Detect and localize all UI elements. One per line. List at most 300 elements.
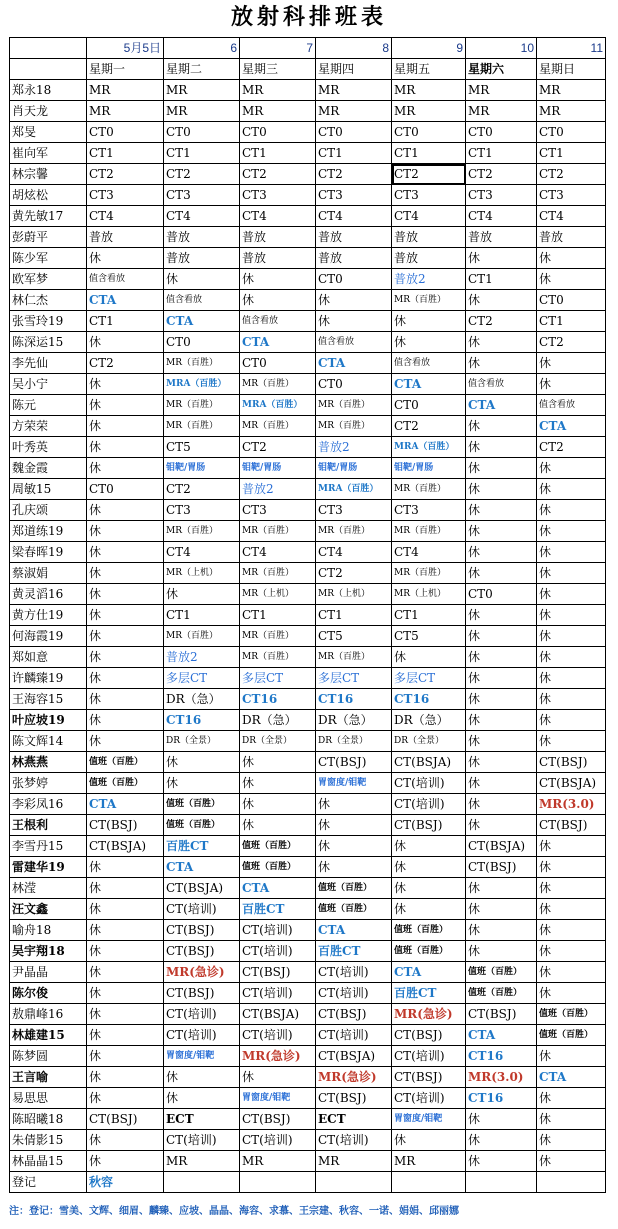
shift-cell[interactable]: CT3 bbox=[164, 185, 240, 206]
staff-name-cell[interactable]: 陈少军 bbox=[10, 248, 87, 269]
shift-cell[interactable]: 胃窗度/钼靶 bbox=[392, 1109, 466, 1130]
shift-cell[interactable]: MR（上机） bbox=[392, 584, 466, 605]
shift-cell[interactable]: CT2 bbox=[240, 164, 316, 185]
staff-name-cell[interactable]: 李雪丹15 bbox=[10, 836, 87, 857]
shift-cell[interactable]: 休 bbox=[87, 332, 164, 353]
staff-name-cell[interactable]: 叶秀英 bbox=[10, 437, 87, 458]
shift-cell[interactable]: CT2 bbox=[537, 437, 606, 458]
shift-cell[interactable]: 休 bbox=[466, 353, 537, 374]
shift-cell[interactable]: 休 bbox=[164, 269, 240, 290]
shift-cell[interactable]: MRA（百胜） bbox=[392, 437, 466, 458]
shift-cell[interactable]: 休 bbox=[537, 1130, 606, 1151]
shift-cell[interactable]: 休 bbox=[466, 521, 537, 542]
shift-cell[interactable]: CT1 bbox=[537, 311, 606, 332]
shift-cell[interactable]: 休 bbox=[466, 815, 537, 836]
shift-cell[interactable]: CT0 bbox=[466, 584, 537, 605]
shift-cell[interactable]: CT(培训) bbox=[392, 1046, 466, 1067]
shift-cell[interactable]: 值含看放 bbox=[87, 269, 164, 290]
shift-cell[interactable]: CT2 bbox=[87, 164, 164, 185]
shift-cell[interactable]: 休 bbox=[164, 1067, 240, 1088]
shift-cell[interactable]: 休 bbox=[537, 857, 606, 878]
shift-cell[interactable]: CT(BSJ) bbox=[240, 962, 316, 983]
staff-name-cell[interactable]: 陈文辉14 bbox=[10, 731, 87, 752]
shift-cell[interactable]: CT2 bbox=[392, 164, 466, 185]
shift-cell[interactable]: 休 bbox=[466, 332, 537, 353]
shift-cell[interactable]: CT(BSJ) bbox=[537, 752, 606, 773]
shift-cell[interactable]: MR bbox=[164, 80, 240, 101]
staff-name-cell[interactable]: 陈元 bbox=[10, 395, 87, 416]
shift-cell[interactable]: MR bbox=[316, 1151, 392, 1172]
shift-cell[interactable]: 休 bbox=[466, 878, 537, 899]
shift-cell[interactable]: MR bbox=[87, 80, 164, 101]
staff-name-cell[interactable]: 郑旻 bbox=[10, 122, 87, 143]
corner-cell[interactable] bbox=[10, 38, 87, 59]
shift-cell[interactable]: CTA bbox=[392, 374, 466, 395]
shift-cell[interactable]: CT(BSJA) bbox=[164, 878, 240, 899]
shift-cell[interactable]: MRA（百胜） bbox=[316, 479, 392, 500]
staff-name-cell[interactable]: 雷建华19 bbox=[10, 857, 87, 878]
staff-name-cell[interactable]: 易思思 bbox=[10, 1088, 87, 1109]
shift-cell[interactable]: 值班（百胜） bbox=[466, 962, 537, 983]
shift-cell[interactable]: 值班（百胜） bbox=[466, 983, 537, 1004]
shift-cell[interactable]: 休 bbox=[537, 962, 606, 983]
staff-name-cell[interactable]: 魏金霞 bbox=[10, 458, 87, 479]
shift-cell[interactable]: CT(BSJA) bbox=[316, 1046, 392, 1067]
staff-name-cell[interactable]: 崔向军 bbox=[10, 143, 87, 164]
shift-cell[interactable]: CT1 bbox=[392, 143, 466, 164]
shift-cell[interactable]: 休 bbox=[87, 374, 164, 395]
shift-cell[interactable]: 休 bbox=[466, 752, 537, 773]
shift-cell[interactable]: MR bbox=[87, 101, 164, 122]
staff-name-cell[interactable]: 林雄建15 bbox=[10, 1025, 87, 1046]
shift-cell[interactable]: 休 bbox=[537, 626, 606, 647]
shift-cell[interactable]: MRA（百胜） bbox=[240, 395, 316, 416]
shift-cell[interactable]: 休 bbox=[466, 479, 537, 500]
shift-cell[interactable]: CT(BSJA) bbox=[466, 836, 537, 857]
shift-cell[interactable]: CT5 bbox=[316, 626, 392, 647]
shift-cell[interactable]: 休 bbox=[164, 584, 240, 605]
shift-cell[interactable]: CT0 bbox=[316, 122, 392, 143]
shift-cell[interactable]: CT16 bbox=[392, 689, 466, 710]
shift-cell[interactable]: CTA bbox=[537, 1067, 606, 1088]
shift-cell[interactable]: 休 bbox=[466, 773, 537, 794]
shift-cell[interactable]: CT0 bbox=[392, 395, 466, 416]
shift-cell[interactable] bbox=[240, 1172, 316, 1193]
shift-cell[interactable]: CTA bbox=[87, 794, 164, 815]
shift-cell[interactable]: MR（百胜） bbox=[240, 416, 316, 437]
shift-cell[interactable]: 休 bbox=[316, 836, 392, 857]
shift-cell[interactable]: MR bbox=[537, 80, 606, 101]
staff-name-cell[interactable]: 孔庆颂 bbox=[10, 500, 87, 521]
shift-cell[interactable]: CT4 bbox=[240, 542, 316, 563]
shift-cell[interactable]: MRA（百胜） bbox=[164, 374, 240, 395]
shift-cell[interactable]: 休 bbox=[537, 710, 606, 731]
shift-cell[interactable]: 休 bbox=[537, 878, 606, 899]
shift-cell[interactable]: 休 bbox=[87, 395, 164, 416]
shift-cell[interactable]: 值含看放 bbox=[537, 395, 606, 416]
shift-cell[interactable]: 值含看放 bbox=[164, 290, 240, 311]
shift-cell[interactable]: CT(培训) bbox=[316, 962, 392, 983]
shift-cell[interactable]: CT1 bbox=[392, 605, 466, 626]
shift-cell[interactable]: CT3 bbox=[466, 185, 537, 206]
shift-cell[interactable]: MR（上机） bbox=[240, 584, 316, 605]
shift-cell[interactable]: 休 bbox=[87, 941, 164, 962]
shift-cell[interactable]: CT(培训) bbox=[240, 920, 316, 941]
shift-cell[interactable]: CT3 bbox=[316, 500, 392, 521]
shift-cell[interactable]: 休 bbox=[537, 563, 606, 584]
shift-cell[interactable]: 百胜CT bbox=[164, 836, 240, 857]
shift-cell[interactable]: MR（百胜） bbox=[164, 353, 240, 374]
weekday-header[interactable]: 星期六 bbox=[466, 59, 537, 80]
date-header[interactable]: 5月5日 bbox=[87, 38, 164, 59]
shift-cell[interactable]: 普放 bbox=[537, 227, 606, 248]
shift-cell[interactable]: 休 bbox=[537, 1151, 606, 1172]
shift-cell[interactable]: CTA bbox=[240, 332, 316, 353]
staff-name-cell[interactable]: 何海霞19 bbox=[10, 626, 87, 647]
shift-cell[interactable]: DR（全景） bbox=[240, 731, 316, 752]
shift-cell[interactable]: 值班（百胜） bbox=[87, 752, 164, 773]
shift-cell[interactable]: 值含看放 bbox=[466, 374, 537, 395]
shift-cell[interactable]: 休 bbox=[164, 1088, 240, 1109]
shift-cell[interactable]: CT(培训) bbox=[240, 1025, 316, 1046]
shift-cell[interactable]: 休 bbox=[87, 563, 164, 584]
staff-name-cell[interactable]: 黄方仕19 bbox=[10, 605, 87, 626]
shift-cell[interactable]: CT(BSJ) bbox=[164, 941, 240, 962]
shift-cell[interactable]: 休 bbox=[466, 941, 537, 962]
shift-cell[interactable]: CTA bbox=[87, 290, 164, 311]
shift-cell[interactable]: CT(BSJ) bbox=[392, 1067, 466, 1088]
shift-cell[interactable]: 值班（百胜） bbox=[164, 815, 240, 836]
shift-cell[interactable]: CT(BSJA) bbox=[87, 836, 164, 857]
shift-cell[interactable]: 值班（百胜） bbox=[392, 920, 466, 941]
shift-cell[interactable]: 胃窗度/钼靶 bbox=[240, 1088, 316, 1109]
shift-cell[interactable]: CT3 bbox=[164, 500, 240, 521]
shift-cell[interactable]: MR（百胜） bbox=[164, 395, 240, 416]
shift-cell[interactable]: MR bbox=[466, 101, 537, 122]
shift-cell[interactable]: MR（上机） bbox=[164, 563, 240, 584]
shift-cell[interactable]: 休 bbox=[466, 500, 537, 521]
shift-cell[interactable]: MR(急诊) bbox=[316, 1067, 392, 1088]
weekday-header[interactable]: 星期五 bbox=[392, 59, 466, 80]
shift-cell[interactable]: CTA bbox=[164, 857, 240, 878]
shift-cell[interactable]: 休 bbox=[466, 437, 537, 458]
shift-cell[interactable]: 休 bbox=[87, 857, 164, 878]
shift-cell[interactable]: 秋容 bbox=[87, 1172, 164, 1193]
shift-cell[interactable]: 休 bbox=[466, 626, 537, 647]
shift-cell[interactable]: 休 bbox=[537, 647, 606, 668]
shift-cell[interactable]: MR（百胜） bbox=[392, 479, 466, 500]
shift-cell[interactable]: 普放 bbox=[316, 248, 392, 269]
shift-cell[interactable]: 休 bbox=[87, 962, 164, 983]
shift-cell[interactable]: 休 bbox=[87, 1025, 164, 1046]
shift-cell[interactable]: CT(培训) bbox=[392, 794, 466, 815]
shift-cell[interactable]: CT(培训) bbox=[316, 983, 392, 1004]
shift-cell[interactable]: CT1 bbox=[87, 143, 164, 164]
shift-cell[interactable]: CT(BSJ) bbox=[316, 1088, 392, 1109]
shift-cell[interactable]: 值班（百胜） bbox=[537, 1025, 606, 1046]
shift-cell[interactable]: MR（百胜） bbox=[316, 416, 392, 437]
shift-cell[interactable]: CT1 bbox=[240, 143, 316, 164]
shift-cell[interactable]: CT4 bbox=[392, 206, 466, 227]
shift-cell[interactable]: MR bbox=[316, 101, 392, 122]
shift-cell[interactable]: CTA bbox=[240, 878, 316, 899]
shift-cell[interactable]: CT2 bbox=[240, 437, 316, 458]
shift-cell[interactable]: 休 bbox=[537, 353, 606, 374]
weekday-header[interactable]: 星期三 bbox=[240, 59, 316, 80]
shift-cell[interactable]: 休 bbox=[466, 1109, 537, 1130]
shift-cell[interactable]: 休 bbox=[466, 290, 537, 311]
date-header[interactable]: 9 bbox=[392, 38, 466, 59]
shift-cell[interactable]: MR(急诊) bbox=[392, 1004, 466, 1025]
shift-cell[interactable]: CT4 bbox=[164, 542, 240, 563]
shift-cell[interactable]: MR（百胜） bbox=[316, 395, 392, 416]
shift-cell[interactable]: CT2 bbox=[537, 164, 606, 185]
shift-cell[interactable]: MR（百胜） bbox=[240, 563, 316, 584]
shift-cell[interactable]: CT0 bbox=[240, 353, 316, 374]
shift-cell[interactable]: MR(3.0) bbox=[466, 1067, 537, 1088]
shift-cell[interactable]: 休 bbox=[87, 542, 164, 563]
shift-cell[interactable]: MR bbox=[466, 80, 537, 101]
shift-cell[interactable] bbox=[466, 1172, 537, 1193]
staff-name-cell[interactable]: 梁春晖19 bbox=[10, 542, 87, 563]
staff-name-cell[interactable]: 敖鼎峰16 bbox=[10, 1004, 87, 1025]
staff-name-cell[interactable]: 喻舟18 bbox=[10, 920, 87, 941]
shift-cell[interactable]: 休 bbox=[316, 857, 392, 878]
shift-cell[interactable]: CT(培训) bbox=[164, 1004, 240, 1025]
shift-cell[interactable]: 休 bbox=[316, 815, 392, 836]
shift-cell[interactable]: CT2 bbox=[466, 311, 537, 332]
shift-cell[interactable]: 钼靶/胃肠 bbox=[164, 458, 240, 479]
shift-cell[interactable]: CT4 bbox=[316, 206, 392, 227]
shift-cell[interactable]: 休 bbox=[466, 1151, 537, 1172]
shift-cell[interactable]: 休 bbox=[87, 668, 164, 689]
shift-cell[interactable]: 值班（百胜） bbox=[164, 794, 240, 815]
shift-cell[interactable]: 普放 bbox=[392, 227, 466, 248]
shift-cell[interactable]: CT(BSJ) bbox=[316, 1004, 392, 1025]
shift-cell[interactable]: 值班（百胜） bbox=[537, 1004, 606, 1025]
staff-name-cell[interactable]: 林燕燕 bbox=[10, 752, 87, 773]
shift-cell[interactable]: 休 bbox=[537, 542, 606, 563]
shift-cell[interactable]: CT(BSJ) bbox=[164, 983, 240, 1004]
shift-cell[interactable]: DR（急） bbox=[240, 710, 316, 731]
staff-name-cell[interactable]: 肖天龙 bbox=[10, 101, 87, 122]
shift-cell[interactable]: CT2 bbox=[316, 563, 392, 584]
shift-cell[interactable]: 休 bbox=[537, 458, 606, 479]
shift-cell[interactable]: 钼靶/胃肠 bbox=[392, 458, 466, 479]
staff-name-cell[interactable]: 黄先敏17 bbox=[10, 206, 87, 227]
shift-cell[interactable] bbox=[392, 1172, 466, 1193]
shift-cell[interactable]: CT0 bbox=[164, 122, 240, 143]
shift-cell[interactable]: MR bbox=[240, 1151, 316, 1172]
shift-cell[interactable]: 休 bbox=[87, 731, 164, 752]
shift-cell[interactable]: 休 bbox=[392, 878, 466, 899]
staff-name-cell[interactable]: 陈深运15 bbox=[10, 332, 87, 353]
shift-cell[interactable]: CT0 bbox=[316, 269, 392, 290]
shift-cell[interactable]: 休 bbox=[240, 269, 316, 290]
shift-cell[interactable] bbox=[537, 1172, 606, 1193]
shift-cell[interactable]: DR（全景） bbox=[164, 731, 240, 752]
staff-name-cell[interactable]: 林晶晶15 bbox=[10, 1151, 87, 1172]
shift-cell[interactable]: CT2 bbox=[466, 164, 537, 185]
shift-cell[interactable]: CT3 bbox=[392, 185, 466, 206]
shift-cell[interactable]: 休 bbox=[537, 899, 606, 920]
shift-cell[interactable]: CT(BSJ) bbox=[466, 857, 537, 878]
shift-cell[interactable]: CTA bbox=[537, 416, 606, 437]
shift-cell[interactable]: 百胜CT bbox=[316, 941, 392, 962]
staff-name-cell[interactable]: 林滢 bbox=[10, 878, 87, 899]
shift-cell[interactable]: CT4 bbox=[316, 542, 392, 563]
shift-cell[interactable]: 值班（百胜） bbox=[87, 773, 164, 794]
staff-name-cell[interactable]: 朱倩影15 bbox=[10, 1130, 87, 1151]
shift-cell[interactable]: 休 bbox=[537, 1088, 606, 1109]
shift-cell[interactable]: 休 bbox=[240, 815, 316, 836]
shift-cell[interactable]: CT1 bbox=[466, 269, 537, 290]
shift-cell[interactable]: CT4 bbox=[240, 206, 316, 227]
shift-cell[interactable]: MR（百胜） bbox=[164, 416, 240, 437]
shift-cell[interactable]: ECT bbox=[316, 1109, 392, 1130]
shift-cell[interactable]: 休 bbox=[87, 647, 164, 668]
shift-cell[interactable]: 休 bbox=[164, 752, 240, 773]
shift-cell[interactable]: CT(BSJ) bbox=[87, 1109, 164, 1130]
shift-cell[interactable]: MR（上机） bbox=[316, 584, 392, 605]
shift-cell[interactable]: CT(BSJA) bbox=[537, 773, 606, 794]
shift-cell[interactable] bbox=[316, 1172, 392, 1193]
shift-cell[interactable]: MR（百胜） bbox=[164, 521, 240, 542]
shift-cell[interactable]: CT5 bbox=[164, 437, 240, 458]
shift-cell[interactable]: MR（百胜） bbox=[240, 647, 316, 668]
shift-cell[interactable]: DR（急） bbox=[392, 710, 466, 731]
staff-name-cell[interactable]: 方荣荣 bbox=[10, 416, 87, 437]
staff-name-cell[interactable]: 郑道练19 bbox=[10, 521, 87, 542]
shift-cell[interactable]: 休 bbox=[466, 920, 537, 941]
shift-cell[interactable]: 休 bbox=[537, 689, 606, 710]
shift-cell[interactable]: ECT bbox=[164, 1109, 240, 1130]
shift-cell[interactable]: MR（百胜） bbox=[392, 521, 466, 542]
shift-cell[interactable]: MR（百胜） bbox=[392, 290, 466, 311]
shift-cell[interactable]: CTA bbox=[466, 395, 537, 416]
shift-cell[interactable]: 值含看放 bbox=[240, 311, 316, 332]
weekday-header[interactable]: 星期二 bbox=[164, 59, 240, 80]
shift-cell[interactable]: 休 bbox=[240, 1067, 316, 1088]
shift-cell[interactable]: CT16 bbox=[466, 1046, 537, 1067]
staff-name-cell[interactable]: 林宗馨 bbox=[10, 164, 87, 185]
shift-cell[interactable]: MR（百胜） bbox=[164, 626, 240, 647]
shift-cell[interactable]: CT(培训) bbox=[240, 1130, 316, 1151]
shift-cell[interactable]: DR（全景） bbox=[316, 731, 392, 752]
shift-cell[interactable]: 多层CT bbox=[164, 668, 240, 689]
shift-cell[interactable]: 休 bbox=[537, 374, 606, 395]
shift-cell[interactable]: 普放 bbox=[466, 227, 537, 248]
shift-cell[interactable]: 休 bbox=[392, 836, 466, 857]
shift-cell[interactable]: 休 bbox=[466, 605, 537, 626]
shift-cell[interactable]: 休 bbox=[466, 689, 537, 710]
shift-cell[interactable]: CT2 bbox=[392, 416, 466, 437]
shift-cell[interactable]: DR（急） bbox=[164, 689, 240, 710]
shift-cell[interactable]: CT2 bbox=[316, 164, 392, 185]
shift-cell[interactable]: CT2 bbox=[537, 332, 606, 353]
shift-cell[interactable]: 休 bbox=[537, 731, 606, 752]
staff-name-cell[interactable]: 许麟臻19 bbox=[10, 668, 87, 689]
staff-name-cell[interactable]: 彭蔚平 bbox=[10, 227, 87, 248]
shift-cell[interactable]: CTA bbox=[392, 962, 466, 983]
date-header[interactable]: 7 bbox=[240, 38, 316, 59]
shift-cell[interactable]: CT3 bbox=[537, 185, 606, 206]
shift-cell[interactable]: CT(BSJ) bbox=[164, 920, 240, 941]
shift-cell[interactable]: CT(BSJ) bbox=[316, 752, 392, 773]
shift-cell[interactable]: 休 bbox=[537, 1046, 606, 1067]
shift-cell[interactable]: CT16 bbox=[164, 710, 240, 731]
shift-cell[interactable]: CT(BSJ) bbox=[240, 1109, 316, 1130]
shift-cell[interactable]: MR（百胜） bbox=[316, 647, 392, 668]
shift-cell[interactable]: CT16 bbox=[466, 1088, 537, 1109]
shift-cell[interactable]: CT(培训) bbox=[164, 1025, 240, 1046]
shift-cell[interactable]: 休 bbox=[87, 1088, 164, 1109]
shift-cell[interactable]: CT0 bbox=[316, 374, 392, 395]
shift-cell[interactable]: 休 bbox=[537, 521, 606, 542]
staff-name-cell[interactable]: 汪文鑫 bbox=[10, 899, 87, 920]
corner-cell[interactable] bbox=[10, 59, 87, 80]
shift-cell[interactable]: 休 bbox=[87, 878, 164, 899]
shift-cell[interactable]: 休 bbox=[87, 983, 164, 1004]
staff-name-cell[interactable]: 周敏15 bbox=[10, 479, 87, 500]
shift-cell[interactable]: 百胜CT bbox=[240, 899, 316, 920]
shift-cell[interactable]: CTA bbox=[466, 1025, 537, 1046]
shift-cell[interactable]: MR(急诊) bbox=[164, 962, 240, 983]
weekday-header[interactable]: 星期一 bbox=[87, 59, 164, 80]
staff-name-cell[interactable]: 王言喻 bbox=[10, 1067, 87, 1088]
shift-cell[interactable]: CT(BSJ) bbox=[466, 1004, 537, 1025]
shift-cell[interactable]: DR（急） bbox=[316, 710, 392, 731]
shift-cell[interactable] bbox=[164, 1172, 240, 1193]
shift-cell[interactable]: 休 bbox=[87, 605, 164, 626]
shift-cell[interactable]: 休 bbox=[87, 584, 164, 605]
shift-cell[interactable]: CT(培训) bbox=[240, 941, 316, 962]
shift-cell[interactable]: 休 bbox=[466, 563, 537, 584]
shift-cell[interactable]: MR（百胜） bbox=[316, 521, 392, 542]
shift-cell[interactable]: 休 bbox=[537, 479, 606, 500]
shift-cell[interactable]: 休 bbox=[392, 332, 466, 353]
shift-cell[interactable]: CT16 bbox=[240, 689, 316, 710]
shift-cell[interactable]: 休 bbox=[87, 521, 164, 542]
shift-cell[interactable]: CT1 bbox=[87, 311, 164, 332]
shift-cell[interactable]: 休 bbox=[466, 458, 537, 479]
shift-cell[interactable]: 休 bbox=[87, 500, 164, 521]
shift-cell[interactable]: MR bbox=[164, 1151, 240, 1172]
staff-name-cell[interactable]: 王海容15 bbox=[10, 689, 87, 710]
shift-cell[interactable]: 普放 bbox=[87, 227, 164, 248]
staff-name-cell[interactable]: 李彩凤16 bbox=[10, 794, 87, 815]
shift-cell[interactable]: CT1 bbox=[164, 143, 240, 164]
shift-cell[interactable]: MR（百胜） bbox=[240, 521, 316, 542]
shift-cell[interactable]: MR bbox=[392, 80, 466, 101]
shift-cell[interactable]: CTA bbox=[316, 920, 392, 941]
shift-cell[interactable]: CTA bbox=[316, 353, 392, 374]
shift-cell[interactable]: MR（百胜） bbox=[240, 374, 316, 395]
shift-cell[interactable]: 休 bbox=[316, 290, 392, 311]
shift-cell[interactable]: 钼靶/胃肠 bbox=[316, 458, 392, 479]
shift-cell[interactable]: CT1 bbox=[164, 605, 240, 626]
shift-cell[interactable]: 休 bbox=[87, 1130, 164, 1151]
staff-name-cell[interactable]: 欧军梦 bbox=[10, 269, 87, 290]
shift-cell[interactable]: 休 bbox=[87, 689, 164, 710]
shift-cell[interactable]: 休 bbox=[466, 248, 537, 269]
shift-cell[interactable]: 休 bbox=[87, 626, 164, 647]
shift-cell[interactable]: CT0 bbox=[392, 122, 466, 143]
staff-name-cell[interactable]: 李先仙 bbox=[10, 353, 87, 374]
shift-cell[interactable]: CT(培训) bbox=[164, 1130, 240, 1151]
shift-cell[interactable]: 普放2 bbox=[392, 269, 466, 290]
date-header[interactable]: 6 bbox=[164, 38, 240, 59]
